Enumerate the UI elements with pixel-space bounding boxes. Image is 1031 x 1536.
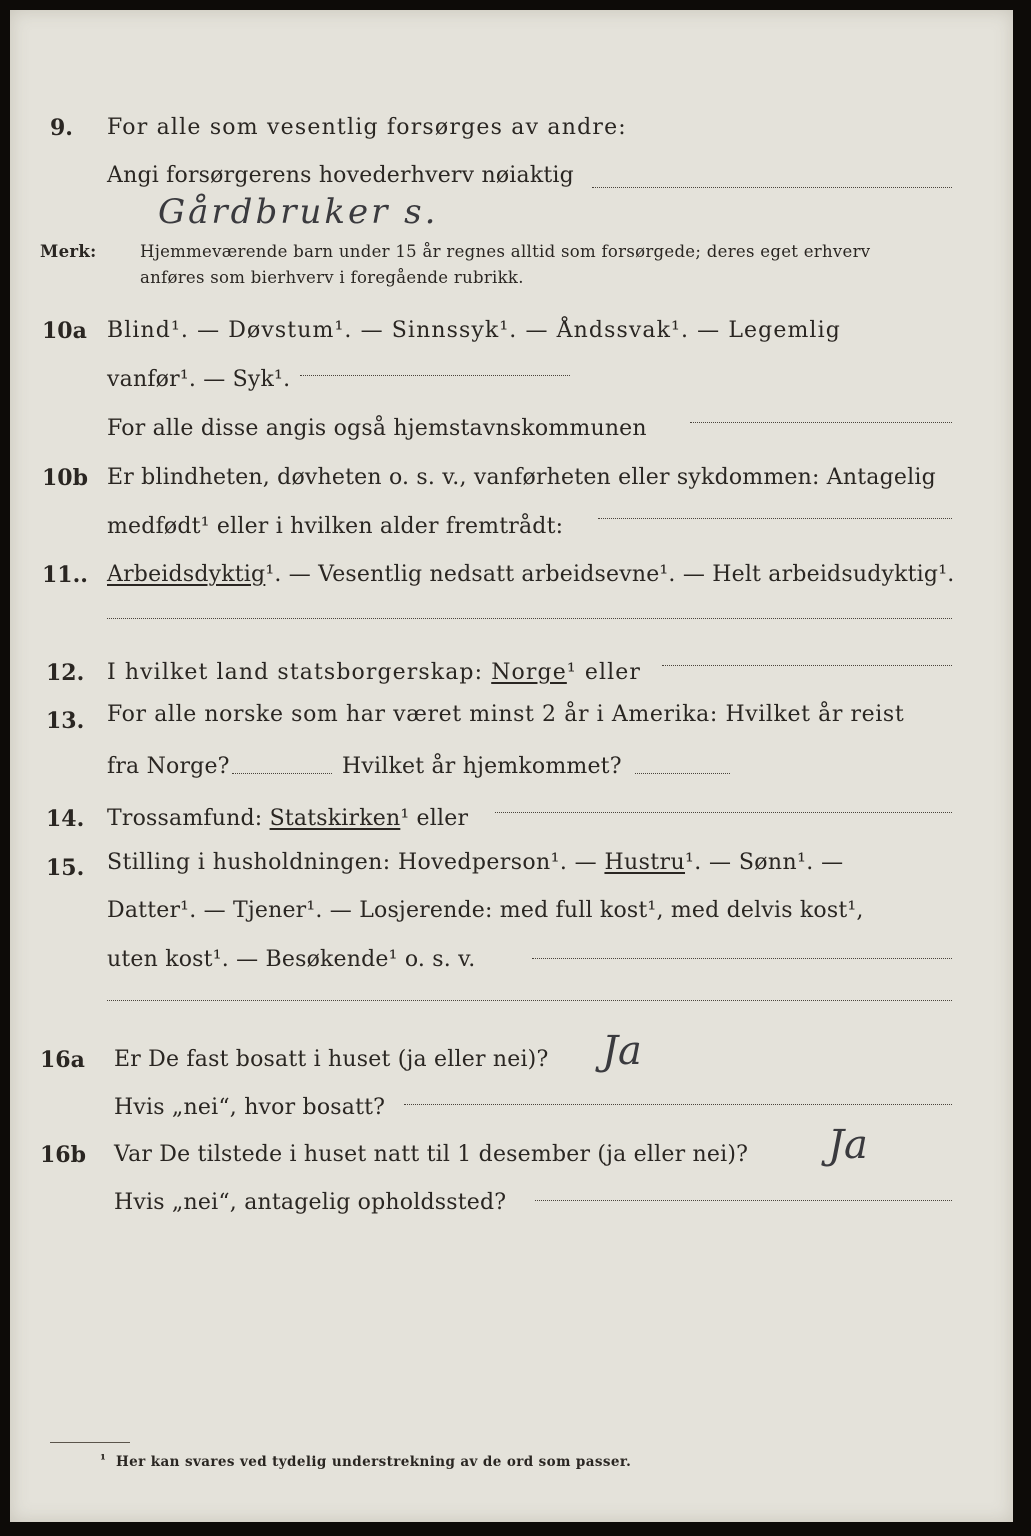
q11-fill-line: [107, 618, 952, 619]
q12-option-norge: Norge: [491, 660, 567, 685]
q9-number: 9.: [50, 115, 73, 141]
footnote-rule: [50, 1442, 130, 1443]
q11-line: [107, 562, 954, 587]
q13-part1: fra Norge?: [107, 754, 230, 779]
q15-line1-pre: Stilling i husholdningen: Hovedperson¹. —: [107, 850, 605, 875]
q12-pre: I hvilket land statsborgerskap:: [107, 660, 492, 685]
q15-number: 15.: [46, 855, 85, 881]
q9-handwritten-answer: Gårdbruker s.: [158, 192, 439, 232]
q13-fill-line-2: [635, 773, 730, 774]
q15-line3: uten kost¹. — Besøkende¹ o. s. v.: [107, 947, 476, 972]
q9-text: For alle som vesentlig forsørges av andre:: [107, 115, 627, 140]
q10a-fill-line-2: [690, 422, 952, 423]
q11-option-arbeidsdyktig: Arbeidsdyktig: [107, 562, 266, 587]
q10a-line1: Blind¹. — Døvstum¹. — Sinnssyk¹. — Åndssvak¹. — Legemlig: [107, 318, 841, 343]
footnote-mark: ¹: [100, 1452, 107, 1468]
q14-fill-line: [495, 812, 952, 813]
q11-rest: ¹. — Vesentlig nedsatt arbeidsevne¹. — Helt arbeidsudyktig¹.: [265, 562, 955, 587]
q11-number: 11..: [42, 562, 88, 588]
q10a-line3: For alle disse angis også hjemstavnskommunen: [107, 416, 647, 441]
q10b-fill-line: [598, 518, 952, 519]
q16b-handwritten-answer: Ja: [828, 1122, 868, 1168]
merk-label: Merk:: [40, 242, 97, 261]
q10a-line2: vanfør¹. — Syk¹.: [107, 367, 291, 392]
q12-post: ¹ eller: [566, 660, 641, 685]
q14-pre: Trossamfund:: [107, 806, 270, 831]
q15-fill-line-1: [532, 958, 952, 959]
q15-line1: [107, 850, 843, 875]
census-form-page: [10, 10, 1013, 1522]
q14-post: ¹ eller: [400, 806, 469, 831]
q16a-number: 16a: [40, 1047, 85, 1073]
q16b-line1: Var De tilstede i huset natt til 1 desember (ja eller nei)?: [114, 1142, 749, 1167]
q9-fill-line: [592, 187, 952, 188]
q9-line2: Angi forsørgerens hovederhverv nøiaktig: [107, 163, 574, 188]
q14-option-statskirken: Statskirken: [269, 806, 401, 831]
q15-line2: Datter¹. — Tjener¹. — Losjerende: med full kost¹, med delvis kost¹,: [107, 898, 864, 923]
q16b-fill-line: [535, 1200, 952, 1201]
q14-number: 14.: [46, 806, 85, 832]
q15-fill-line-2: [107, 1000, 952, 1001]
merk-line1: Hjemmeværende barn under 15 år regnes alltid som forsørgede; deres eget erhverv: [140, 242, 871, 261]
q15-line1-post: ¹. — Sønn¹. —: [685, 850, 844, 875]
footnote-text: Her kan svares ved tydelig understrekning av de ord som passer.: [116, 1454, 632, 1470]
q12-fill-line: [662, 665, 952, 666]
q16a-fill-line: [404, 1104, 952, 1105]
q10b-line1: Er blindheten, døvheten o. s. v., vanførheten eller sykdommen: Antagelig: [107, 465, 936, 490]
q16b-number: 16b: [40, 1142, 86, 1168]
q10b-line2: medfødt¹ eller i hvilken alder fremtrådt:: [107, 514, 564, 539]
q10a-number: 10a: [42, 318, 87, 344]
merk-line2: anføres som bierhverv i foregående rubrikk.: [140, 268, 524, 287]
q16a-line2: Hvis „nei“, hvor bosatt?: [114, 1095, 386, 1120]
q14-line: [107, 806, 468, 831]
q10b-number: 10b: [42, 465, 88, 491]
q13-fill-line-1: [232, 773, 332, 774]
q16a-handwritten-answer: Ja: [602, 1028, 642, 1074]
q13-part2: Hvilket år hjemkommet?: [342, 754, 622, 779]
q12-number: 12.: [46, 660, 85, 686]
q13-number: 13.: [46, 708, 85, 734]
q16a-line1: Er De fast bosatt i huset (ja eller nei)?: [114, 1047, 549, 1072]
q12-line: [107, 660, 641, 685]
q15-option-hustru: Hustru: [604, 850, 686, 875]
q16b-line2: Hvis „nei“, antagelig opholdssted?: [114, 1190, 507, 1215]
q13-line1: For alle norske som har været minst 2 år i Amerika: Hvilket år reist: [107, 702, 905, 727]
q10a-fill-line-1: [300, 375, 570, 376]
